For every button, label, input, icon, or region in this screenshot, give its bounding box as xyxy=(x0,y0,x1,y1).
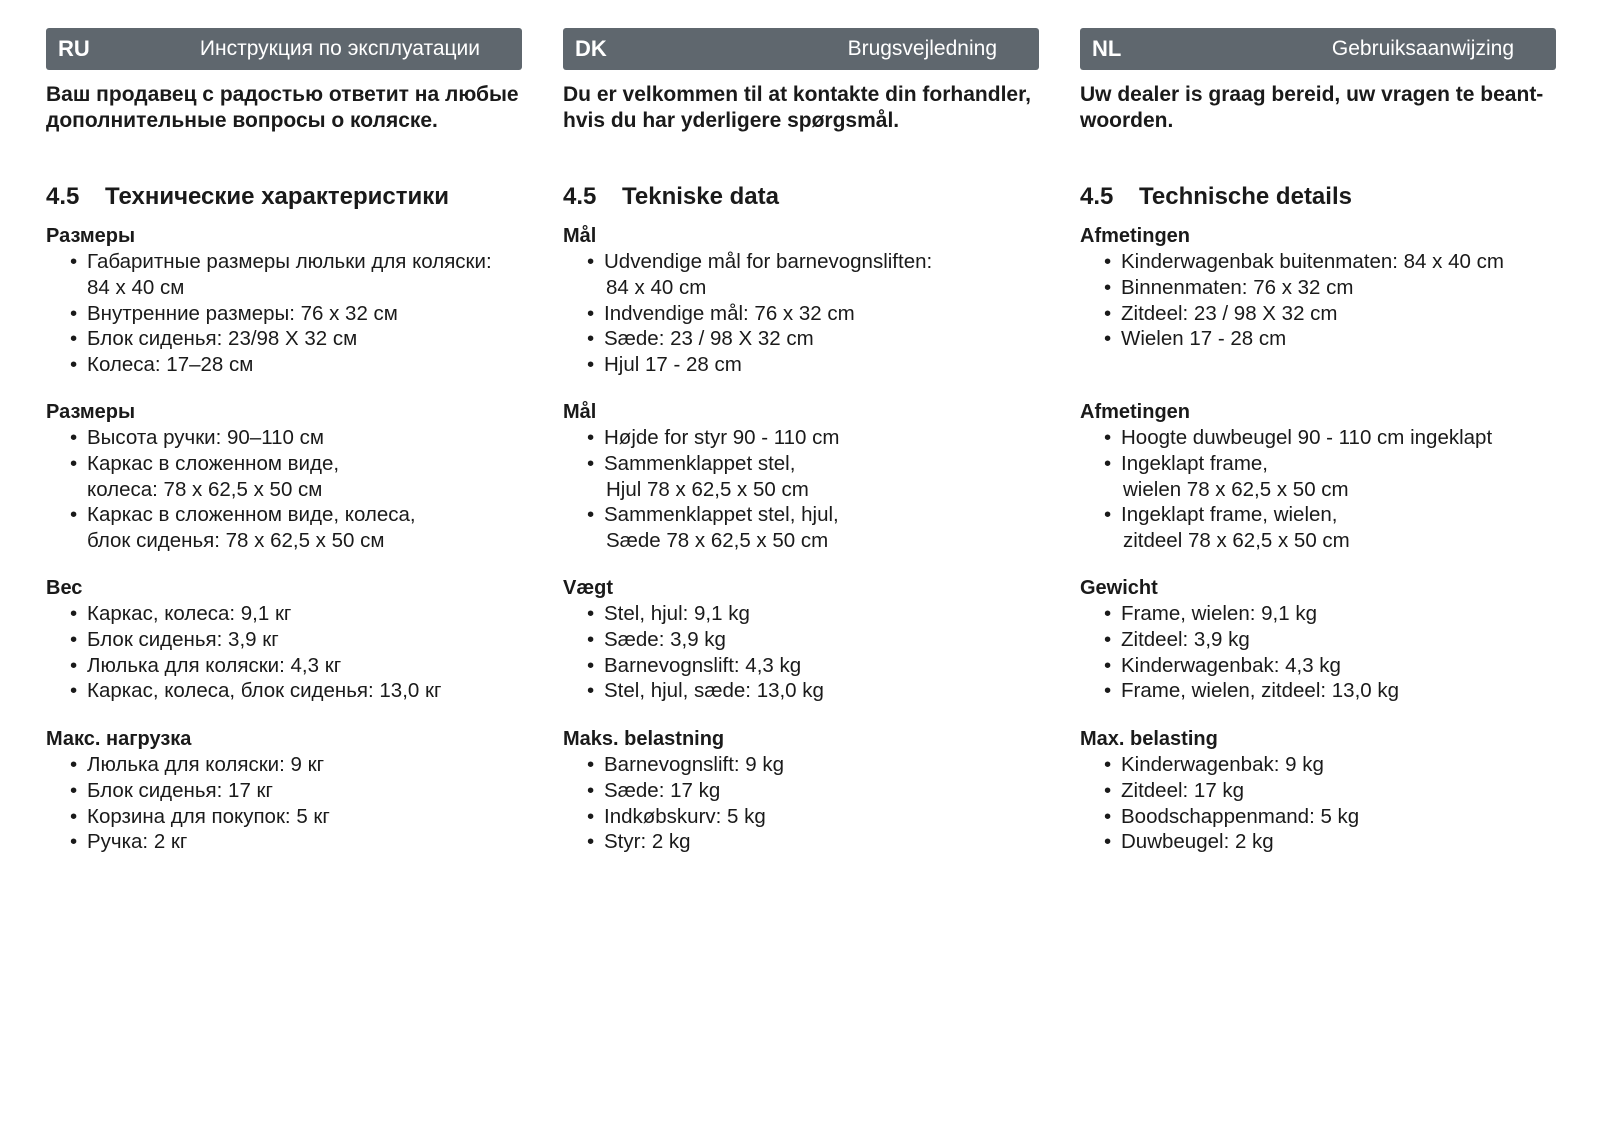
section-number: 4.5 xyxy=(1080,183,1114,210)
spec-item xyxy=(563,301,1039,327)
spec-item xyxy=(563,601,1039,627)
bullet-icon: • xyxy=(1104,830,1112,854)
spec-item xyxy=(46,653,522,679)
spec-item xyxy=(1080,627,1556,653)
bullet-icon: • xyxy=(587,627,595,651)
bullet-icon: • xyxy=(587,353,595,377)
spec-item-text: Колеса: 17–28 см xyxy=(87,353,254,377)
spec-item-continuation: Sæde 78 x 62,5 x 50 cm xyxy=(606,529,829,553)
spec-item-continuation: колеса: 78 x 62,5 x 50 см xyxy=(87,477,323,501)
spec-item-text: Wielen 17 - 28 cm xyxy=(1121,327,1287,351)
spec-item xyxy=(563,678,1039,704)
bullet-icon: • xyxy=(1104,301,1112,325)
spec-group xyxy=(46,223,522,378)
spec-group xyxy=(46,399,522,554)
spec-item-text: Frame, wielen: 9,1 kg xyxy=(1121,602,1317,625)
spec-item-text: Каркас в сложенном виде, колеса, xyxy=(87,503,416,527)
section-heading xyxy=(1080,183,1352,211)
spec-item-text: Kinderwagenbak: 9 kg xyxy=(1121,753,1324,776)
spec-group xyxy=(1080,223,1556,352)
bullet-icon: • xyxy=(70,503,78,527)
group-title: Gewicht xyxy=(1080,577,1158,599)
spec-item xyxy=(46,425,522,451)
bullet-icon: • xyxy=(1104,426,1112,449)
spec-item xyxy=(563,778,1039,804)
intro-text: Uw dealer is graag bereid, uw vragen te beant-woorden. xyxy=(1080,83,1544,132)
section-title: Технические характеристики xyxy=(105,183,450,210)
spec-item-text: Indvendige mål: 76 x 32 cm xyxy=(604,301,855,325)
language-code: DK xyxy=(575,36,607,61)
spec-list xyxy=(1080,601,1556,704)
section-heading xyxy=(563,183,779,211)
spec-item-continuation: wielen 78 x 62,5 x 50 cm xyxy=(1123,477,1349,501)
bullet-icon: • xyxy=(70,679,78,703)
language-header-bar xyxy=(1080,28,1556,70)
spec-group xyxy=(563,726,1039,855)
spec-item-text: Kinderwagenbak: 4,3 kg xyxy=(1121,653,1341,677)
bullet-icon: • xyxy=(587,250,595,273)
spec-item-text: Ingeklapt frame, wielen, xyxy=(1121,503,1338,527)
language-header-bar xyxy=(46,28,522,70)
spec-item xyxy=(563,653,1039,679)
bullet-icon: • xyxy=(70,778,78,802)
group-title: Mål xyxy=(563,401,597,423)
spec-list xyxy=(563,601,1039,704)
bullet-icon: • xyxy=(587,753,595,776)
spec-item-text: Ingeklapt frame, xyxy=(1121,451,1268,475)
group-title: Maks. belastning xyxy=(563,728,725,750)
intro-text: Du er velkommen til at kontakte din forhandler, hvis du har yderligere spørgsmål. xyxy=(563,83,1031,132)
spec-list xyxy=(46,249,522,378)
spec-item xyxy=(46,249,522,301)
spec-item-continuation: zitdeel 78 x 62,5 x 50 cm xyxy=(1123,529,1350,553)
bullet-icon: • xyxy=(1104,275,1112,299)
spec-item-text: Высота ручки: 90–110 см xyxy=(87,426,324,449)
group-title: Размеры xyxy=(46,225,136,247)
group-title: Afmetingen xyxy=(1080,401,1190,423)
spec-group xyxy=(563,399,1039,554)
manual-title: Gebruiksaanwijzing xyxy=(1331,37,1514,60)
spec-group xyxy=(1080,399,1556,554)
section-title: Tekniske data xyxy=(622,183,779,210)
bullet-icon: • xyxy=(1104,627,1112,651)
spec-item xyxy=(1080,326,1556,352)
bullet-icon: • xyxy=(587,451,595,475)
group-title: Vægt xyxy=(563,577,613,599)
spec-item-text: Sæde: 17 kg xyxy=(604,778,721,802)
spec-item-text: Sammenklappet stel, xyxy=(604,451,796,475)
spec-item-text: Kinderwagenbak buitenmaten: 84 x 40 cm xyxy=(1121,250,1504,273)
bullet-icon: • xyxy=(587,602,595,625)
spec-item xyxy=(1080,275,1556,301)
bullet-icon: • xyxy=(1104,753,1112,776)
spec-item xyxy=(46,778,522,804)
spec-item xyxy=(563,352,1039,378)
section-title: Technische details xyxy=(1139,183,1352,210)
spec-item-text: Barnevognslift: 4,3 kg xyxy=(604,653,802,677)
spec-group xyxy=(46,575,522,704)
group-title: Afmetingen xyxy=(1080,225,1190,247)
spec-item xyxy=(1080,601,1556,627)
column-nl xyxy=(1080,28,1556,854)
spec-item xyxy=(46,829,522,855)
spec-item-text: Люлька для коляски: 9 кг xyxy=(87,753,325,776)
spec-item xyxy=(1080,653,1556,679)
spec-group xyxy=(563,223,1039,378)
spec-item xyxy=(46,451,522,503)
spec-item xyxy=(46,678,522,704)
spec-item-text: Sammenklappet stel, hjul, xyxy=(604,503,839,527)
spec-item xyxy=(563,425,1039,451)
spec-list xyxy=(1080,752,1556,855)
spec-item-text: Zitdeel: 3,9 kg xyxy=(1121,627,1250,651)
group-title: Max. belasting xyxy=(1080,728,1218,750)
group-title: Mål xyxy=(563,225,597,247)
bullet-icon: • xyxy=(1104,778,1112,802)
bullet-icon: • xyxy=(70,627,78,651)
spec-item xyxy=(563,451,1039,503)
spec-item-text: Sæde: 23 / 98 X 32 cm xyxy=(604,327,814,351)
spec-item-text: Højde for styr 90 - 110 cm xyxy=(604,426,840,449)
spec-item-text: Габаритные размеры люльки для коляски: xyxy=(87,250,492,273)
spec-item-text: Frame, wielen, zitdeel: 13,0 kg xyxy=(1121,679,1400,703)
spec-item-text: Stel, hjul: 9,1 kg xyxy=(604,602,750,625)
spec-item xyxy=(1080,678,1556,704)
spec-item-text: Zitdeel: 17 kg xyxy=(1121,778,1245,802)
spec-item-text: Hjul 17 - 28 cm xyxy=(604,353,742,377)
spec-item-continuation: Hjul 78 x 62,5 x 50 cm xyxy=(606,477,809,501)
spec-item xyxy=(1080,829,1556,855)
spec-item xyxy=(1080,425,1556,451)
section-number: 4.5 xyxy=(563,183,597,210)
bullet-icon: • xyxy=(1104,503,1112,527)
bullet-icon: • xyxy=(70,301,78,325)
group-title: Вес xyxy=(46,577,83,599)
spec-item-text: Stel, hjul, sæde: 13,0 kg xyxy=(604,679,824,703)
spec-item xyxy=(46,627,522,653)
spec-item xyxy=(46,301,522,327)
spec-item xyxy=(1080,778,1556,804)
group-title: Размеры xyxy=(46,401,136,423)
spec-item-text: Каркас, колеса, блок сиденья: 13,0 кг xyxy=(87,679,442,703)
column-dk xyxy=(563,28,1039,854)
spec-item xyxy=(563,752,1039,778)
spec-group xyxy=(46,726,522,855)
column-ru xyxy=(46,28,522,854)
spec-item-text: Boodschappenmand: 5 kg xyxy=(1121,804,1360,828)
spec-item-text: Люлька для коляски: 4,3 кг xyxy=(87,653,342,677)
spec-item xyxy=(1080,301,1556,327)
spec-item xyxy=(46,326,522,352)
spec-item xyxy=(563,627,1039,653)
language-code: NL xyxy=(1092,36,1122,61)
spec-item xyxy=(1080,752,1556,778)
bullet-icon: • xyxy=(70,804,78,828)
spec-item xyxy=(46,352,522,378)
spec-item xyxy=(1080,502,1556,554)
spec-item xyxy=(46,601,522,627)
bullet-icon: • xyxy=(587,679,595,703)
bullet-icon: • xyxy=(1104,804,1112,828)
spec-item-text: Sæde: 3,9 kg xyxy=(604,627,726,651)
spec-item-continuation: 84 x 40 cm xyxy=(606,275,707,299)
spec-item-text: Udvendige mål for barnevognsliften: xyxy=(604,250,933,273)
bullet-icon: • xyxy=(70,426,78,449)
bullet-icon: • xyxy=(70,753,78,776)
spec-item-text: Duwbeugel: 2 kg xyxy=(1121,830,1274,854)
spec-item xyxy=(1080,451,1556,503)
spec-item-continuation: блок сиденья: 78 x 62,5 x 50 см xyxy=(87,529,385,553)
spec-list xyxy=(563,249,1039,378)
spec-list xyxy=(563,752,1039,855)
spec-item-text: Блок сиденья: 3,9 кг xyxy=(87,627,279,651)
spec-group xyxy=(563,575,1039,704)
bullet-icon: • xyxy=(587,301,595,325)
bullet-icon: • xyxy=(70,451,78,475)
spec-item-text: Binnenmaten: 76 x 32 cm xyxy=(1121,275,1354,299)
manual-title: Brugsvejledning xyxy=(847,37,997,60)
bullet-icon: • xyxy=(587,503,595,527)
spec-group xyxy=(1080,575,1556,704)
spec-item xyxy=(563,249,1039,301)
spec-item xyxy=(46,752,522,778)
spec-item xyxy=(563,502,1039,554)
spec-item-text: Корзина для покупок: 5 кг xyxy=(87,804,330,828)
manual-title: Инструкция по эксплуатации xyxy=(199,37,480,60)
spec-item-text: Каркас, колеса: 9,1 кг xyxy=(87,602,292,625)
spec-item-text: Styr: 2 kg xyxy=(604,830,691,854)
spec-item xyxy=(46,804,522,830)
bullet-icon: • xyxy=(587,327,595,351)
spec-list xyxy=(46,425,522,554)
section-heading xyxy=(46,183,449,211)
bullet-icon: • xyxy=(587,778,595,802)
bullet-icon: • xyxy=(70,353,78,377)
spec-item xyxy=(46,502,522,554)
spec-item-text: Zitdeel: 23 / 98 X 32 cm xyxy=(1121,301,1338,325)
spec-item-text: Блок сиденья: 17 кг xyxy=(87,778,273,802)
bullet-icon: • xyxy=(587,804,595,828)
spec-item-text: Hoogte duwbeugel 90 - 110 cm ingeklapt xyxy=(1121,426,1493,449)
spec-list xyxy=(1080,425,1556,554)
bullet-icon: • xyxy=(70,653,78,677)
bullet-icon: • xyxy=(1104,250,1112,273)
spec-item-text: Каркас в сложенном виде, xyxy=(87,451,340,475)
bullet-icon: • xyxy=(1104,602,1112,625)
spec-item-text: Ручка: 2 кг xyxy=(87,830,188,854)
bullet-icon: • xyxy=(70,250,78,273)
spec-list xyxy=(46,752,522,855)
intro-text: Ваш продавец с радостью ответит на любые дополнительные вопросы о коляске. xyxy=(46,83,519,132)
spec-item xyxy=(1080,249,1556,275)
section-number: 4.5 xyxy=(46,183,80,210)
bullet-icon: • xyxy=(70,602,78,625)
bullet-icon: • xyxy=(587,653,595,677)
spec-item-text: Barnevognslift: 9 kg xyxy=(604,753,785,776)
spec-list xyxy=(46,601,522,704)
bullet-icon: • xyxy=(70,830,78,854)
bullet-icon: • xyxy=(587,830,595,854)
spec-item xyxy=(563,326,1039,352)
bullet-icon: • xyxy=(1104,327,1112,351)
spec-item-text: Indkøbskurv: 5 kg xyxy=(604,804,766,828)
spec-item xyxy=(563,804,1039,830)
bullet-icon: • xyxy=(1104,679,1112,703)
bullet-icon: • xyxy=(1104,653,1112,677)
spec-list xyxy=(1080,249,1556,352)
spec-item xyxy=(1080,804,1556,830)
bullet-icon: • xyxy=(587,426,595,449)
language-header-bar xyxy=(563,28,1039,70)
language-code: RU xyxy=(58,36,90,61)
bullet-icon: • xyxy=(70,327,78,351)
spec-item-continuation: 84 x 40 см xyxy=(87,275,185,299)
spec-item xyxy=(563,829,1039,855)
group-title: Макс. нагрузка xyxy=(46,728,192,750)
spec-item-text: Блок сиденья: 23/98 X 32 см xyxy=(87,327,358,351)
spec-group xyxy=(1080,726,1556,855)
bullet-icon: • xyxy=(1104,451,1112,475)
spec-list xyxy=(563,425,1039,554)
spec-item-text: Внутренние размеры: 76 x 32 см xyxy=(87,301,398,325)
